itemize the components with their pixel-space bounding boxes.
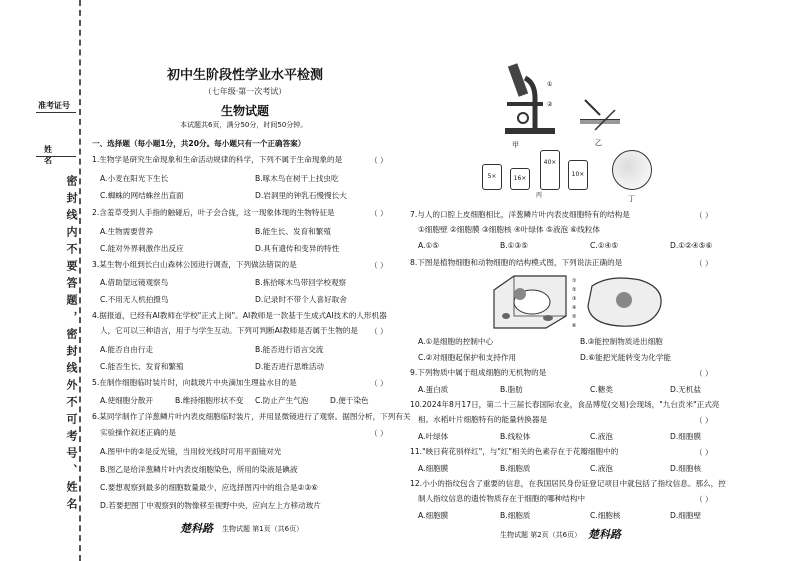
q3-option-d[interactable]: D.记录时不带个人喜好取舍	[255, 295, 347, 304]
question-12-cont: 制人指纹信息的遗传物质存在于细胞的哪种结构中	[418, 494, 586, 503]
plant-cell	[494, 276, 566, 328]
q9-option-b[interactable]: B.脂肪	[500, 385, 523, 394]
q11-option-d[interactable]: D.细胞核	[670, 464, 702, 473]
question-7-items: ①细胞壁 ②细胞膜 ③细胞核 ④叶绿体 ⑤液泡 ⑥线粒体	[418, 225, 601, 234]
q4-option-a[interactable]: A.能否自由行走	[100, 345, 154, 354]
q8-option-b[interactable]: B.③能控制物质进出细胞	[580, 337, 663, 346]
q11-option-b[interactable]: B.细胞质	[500, 464, 531, 473]
question-12: 12.小小的指纹包含了重要的信息，在我国居民身份证登记项目中就包括了指纹信息。那么，控	[410, 479, 726, 488]
cell-diagram	[490, 272, 670, 330]
q5-option-a[interactable]: A.使细胞分散开	[100, 396, 154, 405]
q1-option-d[interactable]: D.岩洞里的钟乳石慢慢长大	[255, 191, 347, 200]
q6-option-d[interactable]: D.若要把图丁中观察到的物像移至视野中央，应向左上方移动玻片	[100, 501, 321, 510]
lens-figure	[482, 150, 592, 200]
q10-option-d[interactable]: D.细胞膜	[670, 432, 702, 441]
q7-option-c[interactable]: C.①④⑤	[590, 241, 619, 250]
q12-option-a[interactable]: A.细胞膜	[418, 511, 449, 520]
lens-1	[482, 164, 502, 190]
svg-text:⑥: ⑥	[572, 323, 577, 329]
page-footer-left: 生物试题 第1页（共6页）	[222, 525, 304, 533]
question-6: 6.某同学制作了洋葱鳞片叶内表皮细胞临时装片，并用显微镜进行了观察。据图分析，下列有关	[92, 412, 411, 421]
subject-title: 生物试题	[220, 104, 269, 118]
q8-option-c[interactable]: C.②对细胞起保护和支持作用	[418, 353, 517, 362]
question-6-cont: 实验操作叙述正确的是	[100, 428, 176, 437]
svg-text:④: ④	[572, 305, 577, 311]
answer-paren-5[interactable]: （ ）	[370, 379, 388, 388]
lens-1-label: 5×	[487, 173, 497, 180]
staining-figure	[575, 90, 625, 135]
lens-3	[540, 150, 560, 190]
question-5: 5.在制作细胞临时装片时，向载玻片中央滴加生理盐水目的是	[92, 378, 297, 387]
section-title: 一、选择题（每小题1分，共20分。每小题只有一个正确答案）	[92, 139, 306, 148]
q12-option-d[interactable]: D.细胞壁	[670, 511, 702, 520]
lens-4	[568, 160, 588, 190]
answer-paren-3[interactable]: （ ）	[370, 261, 388, 270]
q7-option-b[interactable]: B.①③⑤	[500, 241, 529, 250]
exam-note: 本试题共6页，满分50分，时间50分钟。	[180, 121, 308, 129]
lens-3-label: 40×	[543, 159, 557, 166]
answer-paren-7[interactable]: （ ）	[695, 211, 713, 220]
question-4-cont: 人，它可以三种语言，用于与学生互动。下列可判断AI教师是否属于生物的是	[100, 326, 359, 335]
q7-option-d[interactable]: D.①②④⑤⑥	[670, 241, 713, 250]
q8-option-d[interactable]: D.⑥能把光能转变为化学能	[580, 353, 672, 362]
q5-option-c[interactable]: C.防止产生气泡	[255, 396, 309, 405]
question-4: 4.据报道，已经有AI教师在学校"正式上岗"。AI教师是一款基于生成式AI技术的人形机器	[92, 311, 387, 320]
answer-paren-4[interactable]: （ ）	[370, 327, 388, 336]
answer-paren-9[interactable]: （ ）	[695, 369, 713, 378]
q4-option-c[interactable]: C.能否生长、发育和繁殖	[100, 362, 184, 371]
answer-paren-1[interactable]: （ ）	[370, 156, 388, 165]
question-10: 10.2024年8月17日，第二十三届长春国际农业，食品博览(交易)会现场，"九台贡米"正式亮	[410, 400, 720, 409]
q8-option-a[interactable]: A.①是细胞的控制中心	[418, 337, 494, 346]
svg-text:②: ②	[572, 287, 577, 293]
svg-text:③: ③	[572, 296, 577, 302]
q3-option-a[interactable]: A.借助望远镜观察鸟	[100, 278, 169, 287]
svg-text:⑤: ⑤	[572, 314, 577, 320]
figure-label-ding: 丁	[628, 195, 635, 203]
answer-paren-8[interactable]: （ ）	[695, 259, 713, 268]
q3-option-c[interactable]: C.不用无人机拍摄鸟	[100, 295, 169, 304]
q12-option-c[interactable]: C.细胞核	[590, 511, 621, 520]
q1-option-a[interactable]: A.小麦在阳光下生长	[100, 174, 169, 183]
animal-cell	[588, 278, 661, 326]
svg-text:②: ②	[547, 101, 553, 108]
lens-2	[510, 168, 530, 190]
q11-option-c[interactable]: C.液泡	[590, 464, 613, 473]
q10-option-a[interactable]: A.叶绿体	[418, 432, 449, 441]
brand-logo-left: 楚科路	[180, 522, 213, 535]
question-8: 8.下图是植物细胞和动物细胞的结构模式图，下列说法正确的是	[410, 258, 623, 267]
q10-option-b[interactable]: B.线粒体	[500, 432, 531, 441]
q4-option-b[interactable]: B.能否进行语言交流	[255, 345, 324, 354]
field-view-circle	[612, 150, 652, 190]
q9-option-d[interactable]: D.无机盐	[670, 385, 702, 394]
exam-title: 初中生阶段性学业水平检测	[166, 68, 323, 83]
q6-option-a[interactable]: A.图甲中的②是反光镜，当用较光线时可用平面镜对光	[100, 447, 282, 456]
q2-option-d[interactable]: D.具有遗传和变异的特性	[255, 244, 340, 253]
answer-paren-11[interactable]: （ ）	[695, 448, 713, 457]
question-9: 9.下列物质中属于组成细胞的无机物的是	[410, 368, 547, 377]
q5-option-b[interactable]: B.维持细胞形状不变	[175, 396, 244, 405]
question-2: 2.含羞草受到人手指的触碰后，叶子会合拢，这一现象体现的生物特征是	[92, 208, 335, 217]
q2-option-c[interactable]: C.能对外界刺激作出反应	[100, 244, 184, 253]
q12-option-b[interactable]: B.细胞质	[500, 511, 531, 520]
q3-option-b[interactable]: B.拣拾啄木鸟带回学校观察	[255, 278, 347, 287]
question-1: 1.生物学是研究生命现象和生命活动规律的科学，下列不属于生命现象的是	[92, 155, 343, 164]
microscope-figure	[495, 58, 565, 138]
q9-option-c[interactable]: C.糖类	[590, 385, 613, 394]
question-11: 11."映日荷花别样红"，与"红"相关的色素存在于花瓣细胞中的	[410, 447, 619, 456]
answer-paren-2[interactable]: （ ）	[370, 209, 388, 218]
q6-option-c[interactable]: C.要想观察到最多的细胞数量最少，应选择图丙中的组合是②③⑥	[100, 483, 318, 492]
q2-option-a[interactable]: A.生物需要营养	[100, 227, 154, 236]
q6-option-b[interactable]: B.图乙是给洋葱鳞片叶内表皮细胞染色，所用的染液是碘液	[100, 465, 298, 474]
q4-option-d[interactable]: D.能否进行思维活动	[255, 362, 325, 371]
brand-logo-right: 楚科路	[588, 528, 621, 541]
lens-label-bing: 丙	[536, 192, 543, 199]
svg-text:①: ①	[572, 278, 577, 284]
answer-paren-6[interactable]: （ ）	[370, 429, 388, 438]
question-7: 7.与人的口腔上皮细胞相比，洋葱鳞片叶内表皮细胞特有的结构是	[410, 210, 630, 219]
q5-option-d[interactable]: D.便于染色	[330, 396, 369, 405]
question-10-cont: 相。水稻叶片细胞特有的能量转换器是	[418, 415, 548, 424]
answer-paren-10[interactable]: （ ）	[695, 416, 713, 425]
lens-2-label: 16×	[513, 175, 527, 182]
q1-option-b[interactable]: B.啄木鸟在树干上找虫吃	[255, 174, 339, 183]
seal-line	[79, 0, 81, 561]
exam-no-line	[36, 112, 76, 113]
grade-line: （七年级·第一次考试）	[203, 87, 287, 96]
q2-option-b[interactable]: B.能生长、发育和繁殖	[255, 227, 331, 236]
seal-text: 密封线内不要答题，密封线外不可考号、姓名	[65, 175, 78, 515]
name-line	[36, 156, 76, 157]
lens-4-label: 10×	[571, 171, 585, 178]
exam-no-label: 准考证号	[38, 101, 70, 110]
q1-option-c[interactable]: C.蜘蛛的网结蛛丝出直面	[100, 191, 184, 200]
name-label: 姓名	[44, 145, 64, 165]
page-footer-right: 生物试题 第2页（共6页）	[500, 531, 582, 539]
figure-label-yi: 乙	[595, 139, 602, 147]
q7-option-a[interactable]: A.①⑤	[418, 241, 440, 250]
answer-paren-12[interactable]: （ ）	[695, 495, 713, 504]
q11-option-a[interactable]: A.细胞膜	[418, 464, 449, 473]
question-3: 3.某生物小组到长白山森林公园进行调查，下列做法错误的是	[92, 260, 297, 269]
q9-option-a[interactable]: A.蛋白质	[418, 385, 449, 394]
figure-label-jia: 甲	[512, 141, 519, 149]
q10-option-c[interactable]: C.液泡	[590, 432, 613, 441]
svg-text:①: ①	[547, 81, 553, 88]
binding-strip	[0, 0, 80, 561]
